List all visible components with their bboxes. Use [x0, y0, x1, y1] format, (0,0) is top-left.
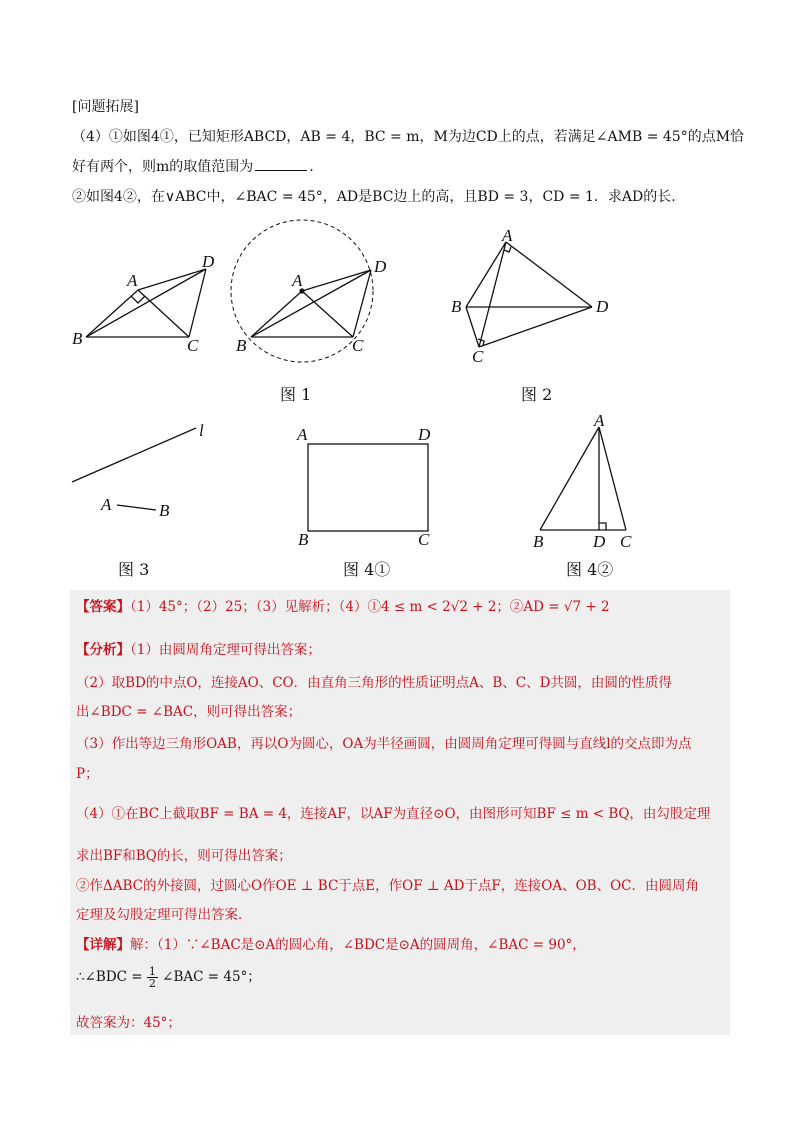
segment-cd [353, 270, 371, 337]
segment-ad [506, 242, 592, 307]
question-4-line-2-end: . [309, 159, 314, 175]
segment-cd [189, 269, 206, 337]
analysis-line-6: （4）①在BC上截取BF = BA = 4，连接AF，以AF为直径⊙O，由图形可知BF ≤ m < BQ，由勾股定理 [76, 806, 711, 822]
answer-text: （1）45°；（2）25；（3）见解析；（4）①4 ≤ m < 2√2 + 2；②AD = √7 + 2 [130, 599, 610, 615]
analysis-p1: （1）由圆周角定理可得出答案； [130, 642, 321, 658]
question-4-line-2 [72, 158, 314, 176]
segment-ad [138, 269, 206, 290]
analysis-line-2: （2）取BD的中点O，连接AO、CO．由直角三角形的性质证明点A、B、C、D共圆，由圆的性质得 [76, 675, 672, 691]
right-angle-mark [131, 296, 145, 303]
caption-fig-2: 图 2 [521, 385, 553, 404]
label-a: A [101, 495, 112, 514]
label-b: B [451, 297, 462, 316]
figure-1-circle [226, 215, 386, 365]
segment-cd [479, 307, 592, 347]
segment-ab [540, 427, 599, 530]
label-a: A [594, 411, 605, 430]
line-l [72, 428, 196, 482]
analysis-line-1 [76, 641, 321, 659]
right-angle-mark [599, 523, 606, 530]
caption-fig-4-1: 图 4① [343, 560, 391, 579]
analysis-tag: 【分析】 [76, 642, 130, 658]
label-b: B [72, 329, 83, 348]
answer-blank[interactable] [255, 158, 307, 171]
label-a: A [127, 271, 138, 290]
segment-bd [251, 270, 371, 337]
analysis-line-9: 定理及勾股定理可得出答案． [76, 907, 252, 923]
segment-ac [138, 290, 189, 337]
section-title: [问题拓展] [72, 99, 139, 115]
fraction-one-half [147, 966, 158, 989]
segment-ab [466, 242, 506, 307]
segment-ac [599, 427, 626, 530]
caption-fig-3: 图 3 [118, 560, 150, 579]
label-b: B [159, 501, 170, 520]
question-4-line-2-text: 好有两个，则m的取值范围为 [72, 159, 254, 175]
label-a: A [292, 271, 303, 290]
label-c: C [352, 336, 364, 355]
answer-tag: 【答案】 [76, 599, 130, 615]
segment-bd [86, 269, 206, 337]
detail-p2-prefix: ∴∠BDC = [76, 969, 143, 985]
fraction-denominator: 2 [148, 977, 156, 990]
segment-ad [302, 270, 371, 291]
analysis-line-4: （3）作出等边三角形OAB，再以O为圆心，OA为半径画圆，由圆周角定理可得圆与直线l的交点即为点 [76, 736, 692, 752]
detail-tag: 【详解】 [76, 937, 130, 953]
figure-4-1 [296, 425, 446, 550]
label-c: C [418, 530, 430, 549]
label-c: C [472, 347, 484, 366]
label-d: D [593, 532, 606, 550]
analysis-line-3: 出∠BDC = ∠BAC，则可得出答案； [76, 704, 302, 720]
caption-fig-4-2: 图 4② [566, 560, 614, 579]
answer-line [76, 598, 610, 616]
label-d: D [596, 297, 609, 316]
detail-line-1 [76, 936, 586, 954]
detail-line-2 [76, 966, 261, 989]
label-b: B [236, 336, 247, 355]
analysis-line-5: P； [76, 766, 99, 782]
label-b: B [298, 530, 309, 549]
label-c: C [620, 532, 632, 550]
figure-2 [446, 225, 616, 370]
rectangle-abcd [308, 444, 428, 531]
label-d: D [374, 257, 386, 276]
label-d: D [418, 425, 431, 444]
label-l: l [199, 421, 204, 440]
segment-ac [302, 291, 353, 337]
fraction-numerator: 1 [148, 965, 156, 978]
segment-ba [86, 290, 138, 337]
segment-ba [251, 291, 302, 337]
caption-fig-1: 图 1 [280, 385, 312, 404]
label-d: D [202, 252, 215, 271]
label-a: A [502, 226, 513, 245]
question-4-line-3: ②如图4②，在∨ABC中，∠BAC = 45°，AD是BC边上的高，且BD = 3，CD = 1．求AD的长. [72, 189, 676, 205]
segment-ab [117, 505, 156, 510]
analysis-line-7: 求出BF和BQ的长，则可得出答案； [76, 848, 292, 864]
figure-4-2 [526, 410, 646, 550]
label-b: B [533, 532, 544, 550]
detail-p2-suffix: ∠BAC = 45°； [162, 969, 261, 985]
label-a: A [297, 425, 308, 444]
figure-1 [66, 250, 226, 355]
detail-line-3: 故答案为：45°； [76, 1015, 181, 1031]
detail-p1: 解：（1）∵∠BAC是⊙A的圆心角，∠BDC是⊙A的圆周角，∠BAC = 90°， [130, 937, 586, 953]
figure-3 [66, 418, 216, 528]
segment-bc [466, 307, 479, 347]
analysis-line-8: ②作ΔABC的外接圆，过圆心O作OE ⊥ BC于点E，作OF ⊥ AD于点F，连接OA、OB、OC．由圆周角 [76, 878, 699, 894]
segment-ac [479, 242, 506, 347]
label-c: C [187, 336, 199, 355]
question-4-line-1: （4）①如图4①，已知矩形ABCD，AB = 4，BC = m，M为边CD上的点，若满足∠AMB = 45°的点M恰 [72, 129, 745, 145]
